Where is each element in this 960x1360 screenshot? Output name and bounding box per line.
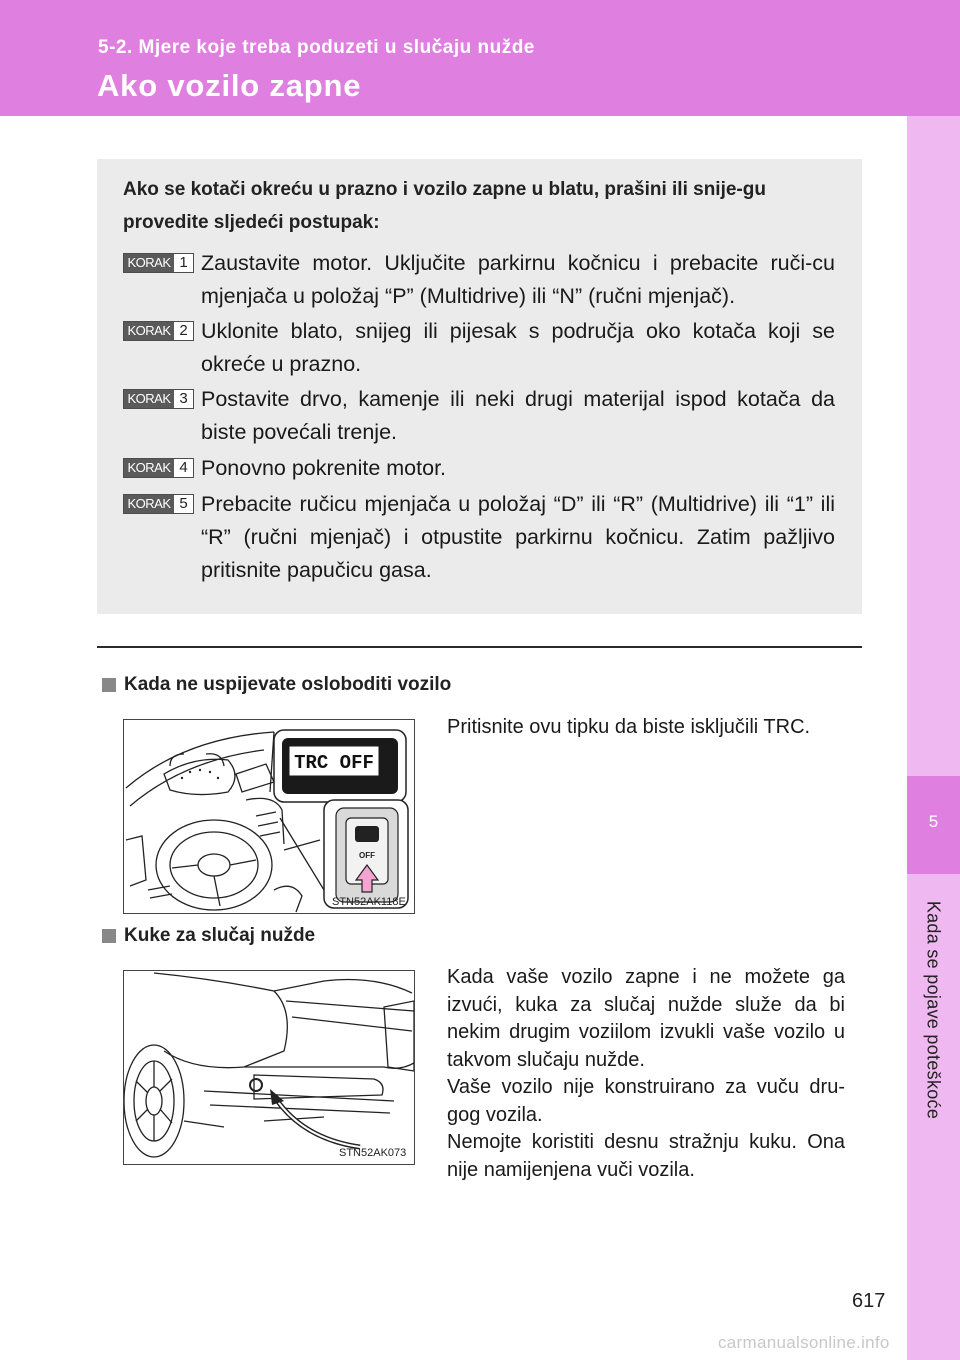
- procedure-intro: Ako se kotači okreću u prazno i vozilo zapne u blatu, prašini ili snije-gu provedite sljedeći postupak:: [123, 179, 766, 233]
- step-number: 3: [179, 390, 188, 407]
- trc-instruction-text: Pritisnite ovu tipku da biste isključili TRC.: [447, 716, 811, 738]
- step-word: KORAK: [124, 254, 174, 272]
- step-badge: [123, 321, 194, 341]
- step-number: 5: [179, 495, 188, 512]
- chapter-label: Kada se pojave poteškoće: [923, 900, 944, 1120]
- watermark: carmanualsonline.info: [718, 1333, 890, 1352]
- tow-hook-paragraph-2: Vaše vozilo nije konstruirano za vuču dru-gog vozila.: [447, 1076, 845, 1126]
- trc-off-display-label: TRC OFF: [294, 752, 374, 774]
- step-word: KORAK: [124, 495, 174, 513]
- subheading-text: Kuke za slučaj nužde: [124, 925, 316, 946]
- step-2: [123, 315, 835, 381]
- trc-off-illustration: [123, 719, 415, 914]
- subheading-emergency-hooks: [102, 925, 315, 947]
- step-text: Zaustavite motor. Uključite parkirnu kočnicu i prebacite ruči-cu mjenjača u položaj “P” (Multidrive) ili “N” (ručni mjenjač).: [201, 251, 835, 308]
- square-bullet-icon: [102, 929, 116, 943]
- figure-code: STN52AK118E: [332, 896, 406, 908]
- step-5: [123, 488, 835, 587]
- step-text: Ponovno pokrenite motor.: [201, 456, 447, 480]
- step-text: Uklonite blato, snijeg ili pijesak s područja oko kotača koji se okreće u prazno.: [201, 319, 835, 376]
- page-title: Ako vozilo zapne: [97, 68, 362, 103]
- step-word: KORAK: [124, 459, 174, 477]
- subheading-free-vehicle: [102, 674, 451, 696]
- step-text: Postavite drvo, kamenje ili neki drugi materijal ispod kotača da biste povećali trenje.: [201, 387, 835, 444]
- figure-code: STN52AK073: [339, 1147, 407, 1159]
- trc-button-label: OFF: [359, 851, 375, 860]
- trc-instruction: [447, 714, 845, 742]
- step-number: 2: [179, 322, 188, 339]
- step-word: KORAK: [124, 322, 174, 340]
- tow-hook-description: [447, 964, 845, 1184]
- dashboard-drawing: [124, 720, 415, 914]
- step-badge: [123, 389, 194, 409]
- step-number: 1: [179, 254, 188, 271]
- tow-hook-illustration: [123, 970, 415, 1165]
- tow-hook-paragraph-1: Kada vaše vozilo zapne i ne možete ga izvući, kuka za slučaj nužde služe da bi nekim drugim voziilom izvukli vaše vozilo u takvom slučaju nužde.: [447, 966, 845, 1071]
- step-badge: [123, 253, 194, 273]
- step-badge: [123, 458, 194, 478]
- square-bullet-icon: [102, 678, 116, 692]
- vehicle-underside-drawing: [124, 971, 415, 1165]
- section-breadcrumb: 5-2. Mjere koje treba poduzeti u slučaju nužde: [98, 37, 535, 58]
- procedure-box: [97, 159, 862, 614]
- step-1: [123, 247, 835, 313]
- chapter-number: 5: [907, 776, 960, 874]
- chapter-side-tab: [907, 116, 960, 1360]
- section-divider: [97, 646, 862, 648]
- step-4: [123, 452, 835, 485]
- step-3: [123, 383, 835, 449]
- subheading-text: Kada ne uspijevate osloboditi vozilo: [124, 674, 452, 695]
- step-badge: [123, 494, 194, 514]
- tow-hook-paragraph-3: Nemojte koristiti desnu stražnju kuku. Ona nije namijenjena vuči vozila.: [447, 1131, 845, 1181]
- step-number: 4: [179, 459, 188, 476]
- step-word: KORAK: [124, 390, 174, 408]
- step-text: Prebacite ručicu mjenjača u položaj “D” ili “R” (Multidrive) ili “1” ili “R” (ručni mjenjač) i otpustite parkirnu kočnicu. Zatim pažljivo pritisnite papučicu gasa.: [201, 492, 835, 582]
- chapter-header: [0, 0, 960, 116]
- page-number: 617: [852, 1290, 886, 1312]
